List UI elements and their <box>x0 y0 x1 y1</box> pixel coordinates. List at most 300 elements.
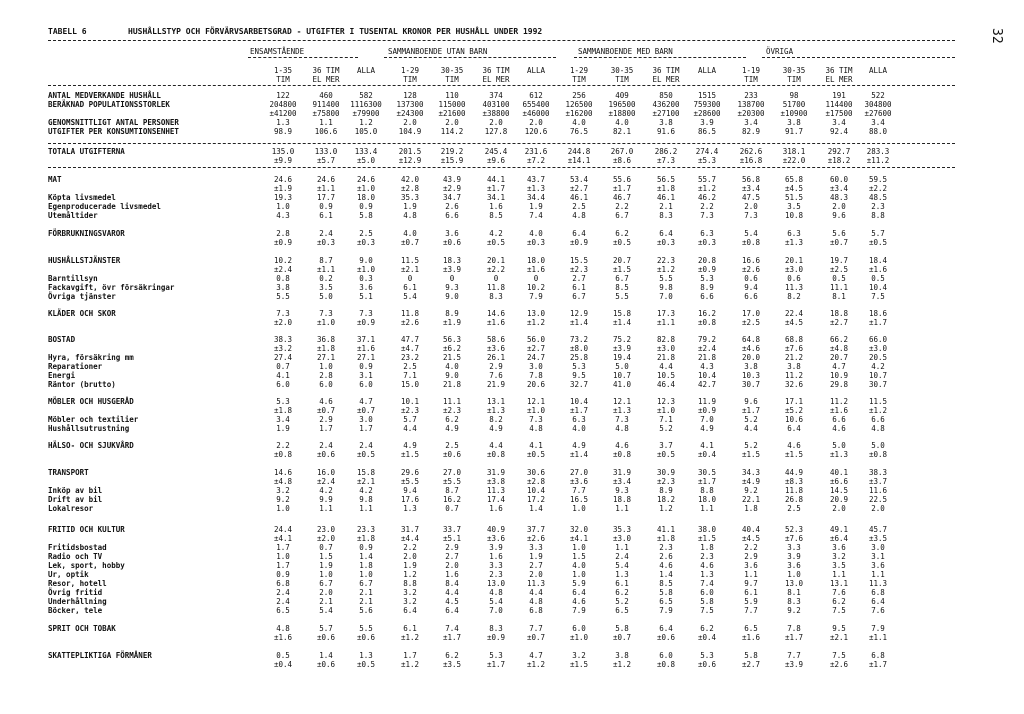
table-cell: ±3.4 <box>741 184 761 193</box>
table-cell: 245.4 <box>484 147 508 156</box>
table-cell: 5.7 <box>319 624 333 633</box>
row-label: KLÄDER OCH SKOR <box>48 309 116 318</box>
table-cell: ±3.9 <box>784 660 804 669</box>
table-cell: 21.9 <box>486 380 506 389</box>
table-cell: 3.3 <box>489 561 503 570</box>
row-label: Egenproducerade livsmedel <box>48 202 161 211</box>
table-cell: ±2.1 <box>400 265 420 274</box>
table-cell: 30.6 <box>526 468 546 477</box>
table-cell: 655400 <box>522 100 550 109</box>
table-cell: 5.4 <box>403 292 417 301</box>
table-cell: 122 <box>276 91 290 100</box>
table-cell: ±0.7 <box>829 238 849 247</box>
table-cell: 16.0 <box>316 468 336 477</box>
table-cell: 66.0 <box>868 335 888 344</box>
table-cell: 2.4 <box>359 441 373 450</box>
table-cell: 133.0 <box>314 147 338 156</box>
table-cell: 1.2 <box>659 504 673 513</box>
table-cell: 4.7 <box>832 362 846 371</box>
table-cell: ±0.8 <box>697 318 717 327</box>
table-cell: 7.5 <box>832 606 846 615</box>
table-cell: 5.5 <box>615 292 629 301</box>
table-cell: 33.7 <box>442 525 462 534</box>
table-cell: 126500 <box>565 100 593 109</box>
table-cell: ±2.4 <box>273 265 293 274</box>
table-title: HUSHÅLLSTYP OCH FÖRVÄRVSARBETSGRAD - UTGIFTER I TUSENTAL KRONOR PER HUSHÅLL UNDER 1992 <box>128 27 543 36</box>
table-cell: ±0.5 <box>612 238 632 247</box>
table-cell: ±0.4 <box>697 633 717 642</box>
table-cell: 3.3 <box>529 543 543 552</box>
table-cell: 11.2 <box>829 397 849 406</box>
table-cell: 1.0 <box>276 202 290 211</box>
table-cell: 256 <box>572 91 586 100</box>
table-cell: 20.7 <box>612 256 632 265</box>
table-cell: 31.9 <box>486 468 506 477</box>
table-cell: 9.7 <box>744 579 758 588</box>
table-cell: ±27600 <box>864 109 892 118</box>
table-cell: 7.3 <box>529 415 543 424</box>
table-cell: 7.3 <box>276 309 290 318</box>
table-cell: 0.9 <box>359 362 373 371</box>
table-cell: 3.2 <box>832 552 846 561</box>
table-cell: ±46000 <box>522 109 550 118</box>
table-cell: 2.0 <box>529 570 543 579</box>
table-cell: 4.0 <box>572 118 586 127</box>
table-cell: 31.9 <box>612 468 632 477</box>
table-cell: 12.1 <box>526 397 546 406</box>
column-header: 1-29 <box>569 66 589 75</box>
table-cell: 29.8 <box>829 380 849 389</box>
table-cell: ±5.0 <box>356 156 376 165</box>
table-cell: 7.5 <box>700 606 714 615</box>
table-cell: 7.4 <box>529 211 543 220</box>
table-cell: ±0.9 <box>486 633 506 642</box>
table-cell: ±1.7 <box>741 406 761 415</box>
table-cell: 10.8 <box>784 211 804 220</box>
table-cell: 133.4 <box>354 147 378 156</box>
table-cell: 10.9 <box>829 371 849 380</box>
table-cell: 3.6 <box>359 283 373 292</box>
table-cell: 5.4 <box>319 606 333 615</box>
table-label: TABELL 6 <box>48 27 87 36</box>
table-cell: ±8.0 <box>569 344 589 353</box>
table-cell: ±9.9 <box>273 156 293 165</box>
table-cell: 29.6 <box>400 468 420 477</box>
table-cell: ±5.3 <box>697 156 717 165</box>
table-cell: 4.7 <box>529 651 543 660</box>
table-cell: 9.0 <box>445 371 459 380</box>
group-ovriga: ÖVRIGA <box>766 47 794 56</box>
table-cell: 105.0 <box>354 127 378 136</box>
table-cell: 219.2 <box>440 147 464 156</box>
column-header: ALLA <box>868 66 888 75</box>
table-cell: 4.1 <box>529 441 543 450</box>
table-cell: ±0.7 <box>526 633 546 642</box>
table-cell: ±5.5 <box>442 477 462 486</box>
table-cell: 204800 <box>269 100 297 109</box>
table-cell: ±3.0 <box>784 265 804 274</box>
table-cell: ±1.0 <box>356 265 376 274</box>
table-cell: 9.9 <box>319 495 333 504</box>
table-cell: 91.7 <box>784 127 804 136</box>
table-cell: 2.2 <box>615 202 629 211</box>
table-cell: 4.3 <box>700 362 714 371</box>
table-cell: 6.0 <box>276 380 290 389</box>
table-cell: 5.2 <box>744 441 758 450</box>
table-cell: 10.4 <box>868 283 888 292</box>
table-cell: 4.2 <box>489 229 503 238</box>
table-cell: 274.4 <box>695 147 719 156</box>
table-cell: 55.6 <box>612 175 632 184</box>
table-cell: 104.9 <box>398 127 422 136</box>
table-cell: 7.6 <box>871 606 885 615</box>
table-cell: ±1.2 <box>526 318 546 327</box>
table-cell: 3.1 <box>871 552 885 561</box>
table-cell: 4.6 <box>832 424 846 433</box>
table-cell: 1.8 <box>744 504 758 513</box>
table-cell: 9.5 <box>572 371 586 380</box>
group-rule <box>248 57 358 58</box>
table-cell: ±2.4 <box>697 344 717 353</box>
table-cell: 46.2 <box>697 193 717 202</box>
table-cell: 1.5 <box>319 552 333 561</box>
table-cell: 43.7 <box>526 175 546 184</box>
table-cell: 23.0 <box>316 525 336 534</box>
table-cell: 6.6 <box>744 292 758 301</box>
table-cell: 7.7 <box>744 606 758 615</box>
table-cell: 7.7 <box>529 624 543 633</box>
table-cell: 53.4 <box>569 175 589 184</box>
table-cell: ±0.6 <box>316 660 336 669</box>
table-cell: ±6.2 <box>442 344 462 353</box>
table-cell: 5.8 <box>659 588 673 597</box>
table-cell: 11.3 <box>784 283 804 292</box>
table-cell: 20.5 <box>868 353 888 362</box>
table-cell: 3.4 <box>871 118 885 127</box>
table-cell: ±1.2 <box>697 184 717 193</box>
column-header: 30-35 <box>782 66 806 75</box>
table-cell: 18.6 <box>868 309 888 318</box>
table-cell: 2.9 <box>319 415 333 424</box>
table-cell: 18.4 <box>868 256 888 265</box>
table-cell: 6.4 <box>871 597 885 606</box>
table-cell: 2.7 <box>572 274 586 283</box>
table-cell: 7.0 <box>700 415 714 424</box>
table-cell: 30.5 <box>697 468 717 477</box>
table-cell: ±3.9 <box>442 265 462 274</box>
table-cell: 4.0 <box>403 229 417 238</box>
table-cell: 4.8 <box>529 597 543 606</box>
table-cell: ±1.7 <box>868 660 888 669</box>
table-cell: 2.9 <box>744 552 758 561</box>
column-header-sub: TIM <box>403 75 417 84</box>
table-cell: ±1.7 <box>486 184 506 193</box>
table-cell: ±2.9 <box>442 184 462 193</box>
table-cell: 24.6 <box>316 175 336 184</box>
table-cell: 3.5 <box>787 202 801 211</box>
table-cell: 7.6 <box>832 588 846 597</box>
table-cell: 10.7 <box>868 371 888 380</box>
row-label: Energi <box>48 371 76 380</box>
table-cell: 5.9 <box>572 579 586 588</box>
table-cell: 2.4 <box>319 229 333 238</box>
table-cell: 10.3 <box>741 371 761 380</box>
table-cell: 2.1 <box>319 597 333 606</box>
table-cell: ±7.3 <box>656 156 676 165</box>
row-label: Övrig fritid <box>48 588 103 597</box>
table-cell: 7.7 <box>572 486 586 495</box>
table-cell: 4.0 <box>445 362 459 371</box>
table-cell: 3.5 <box>832 561 846 570</box>
table-cell: 8.1 <box>787 588 801 597</box>
table-cell: 2.0 <box>319 588 333 597</box>
table-cell: 1.9 <box>529 202 543 211</box>
table-cell: ±3.9 <box>612 344 632 353</box>
table-cell: 5.3 <box>700 651 714 660</box>
table-cell: 6.0 <box>659 651 673 660</box>
table-cell: 14.6 <box>486 309 506 318</box>
table-cell: 18.2 <box>656 495 676 504</box>
column-header: 1-29 <box>400 66 420 75</box>
table-cell: 11.3 <box>486 486 506 495</box>
table-cell: ±2.0 <box>273 318 293 327</box>
table-cell: ±0.8 <box>656 660 676 669</box>
table-cell: 4.6 <box>572 597 586 606</box>
table-cell: 7.8 <box>529 371 543 380</box>
table-cell: 1.4 <box>359 552 373 561</box>
table-cell: 5.8 <box>359 211 373 220</box>
table-cell: 612 <box>529 91 543 100</box>
table-cell: 38.3 <box>273 335 293 344</box>
table-cell: 24.7 <box>526 353 546 362</box>
table-cell: ±1.3 <box>784 238 804 247</box>
column-header: 1-19 <box>741 66 761 75</box>
table-cell: ±0.5 <box>356 450 376 459</box>
table-cell: 34.7 <box>442 193 462 202</box>
table-cell: 12.3 <box>656 397 676 406</box>
table-cell: ±4.4 <box>400 534 420 543</box>
table-cell: ±1.8 <box>656 534 676 543</box>
table-cell: 4.0 <box>615 118 629 127</box>
table-cell: 17.0 <box>741 309 761 318</box>
table-cell: ±1.4 <box>569 450 589 459</box>
row-label: Fritidsbostad <box>48 543 107 552</box>
table-cell: 55.7 <box>697 175 717 184</box>
table-cell: 374 <box>489 91 503 100</box>
column-header-sub: EL MER <box>482 75 510 84</box>
table-cell: 23.3 <box>356 525 376 534</box>
table-cell: ±0.6 <box>316 633 336 642</box>
group-sammanboende-med-barn: SAMMANBOENDE MED BARN <box>578 47 673 56</box>
table-cell: ±0.8 <box>868 450 888 459</box>
table-cell: 9.4 <box>744 283 758 292</box>
table-cell: 46.1 <box>569 193 589 202</box>
table-cell: 3.9 <box>787 552 801 561</box>
row-label: BOSTAD <box>48 335 76 344</box>
table-cell: ±4.1 <box>569 534 589 543</box>
table-cell: 2.2 <box>700 202 714 211</box>
table-cell: 1.9 <box>403 561 417 570</box>
table-cell: 18.0 <box>526 256 546 265</box>
table-cell: 7.3 <box>319 309 333 318</box>
table-cell: 582 <box>359 91 373 100</box>
table-cell: 3.2 <box>572 651 586 660</box>
table-cell: ±7.6 <box>784 344 804 353</box>
table-cell: 2.3 <box>871 202 885 211</box>
table-cell: 98 <box>789 91 799 100</box>
table-cell: ±1.5 <box>569 660 589 669</box>
table-cell: 6.0 <box>700 588 714 597</box>
table-cell: 9.0 <box>359 256 373 265</box>
table-cell: ±18.2 <box>827 156 851 165</box>
table-cell: 0 <box>407 274 413 283</box>
table-cell: 11.5 <box>868 397 888 406</box>
table-cell: ±1.5 <box>400 450 420 459</box>
table-cell: 5.0 <box>871 441 885 450</box>
table-cell: 10.7 <box>612 371 632 380</box>
table-cell: 3.1 <box>359 371 373 380</box>
table-cell: 8.7 <box>445 486 459 495</box>
table-cell: 4.4 <box>529 588 543 597</box>
column-header: ALLA <box>697 66 717 75</box>
table-cell: 31.7 <box>400 525 420 534</box>
table-cell: 7.3 <box>615 415 629 424</box>
table-cell: 5.3 <box>700 274 714 283</box>
table-cell: 21.2 <box>784 353 804 362</box>
table-cell: ±1.3 <box>526 184 546 193</box>
table-cell: 3.8 <box>615 651 629 660</box>
table-cell: ±1.0 <box>356 184 376 193</box>
table-cell: 0.7 <box>276 362 290 371</box>
table-cell: 201.5 <box>398 147 422 156</box>
table-cell: 4.8 <box>276 624 290 633</box>
table-cell: ±7.6 <box>784 534 804 543</box>
table-cell: 1.8 <box>359 561 373 570</box>
table-cell: ±1.6 <box>486 318 506 327</box>
table-cell: 5.3 <box>489 651 503 660</box>
table-cell: 1.7 <box>319 424 333 433</box>
table-cell: ±2.1 <box>829 633 849 642</box>
table-cell: 34.4 <box>526 193 546 202</box>
column-header: 36 TIM <box>482 66 510 75</box>
table-cell: ±16200 <box>565 109 593 118</box>
table-cell: 8.2 <box>787 292 801 301</box>
table-cell: 135.0 <box>271 147 295 156</box>
table-cell: 82.1 <box>612 127 632 136</box>
table-cell: 6.6 <box>445 211 459 220</box>
table-cell: 58.6 <box>486 335 506 344</box>
table-cell: 3.2 <box>403 588 417 597</box>
row-label: GENOMSNITTLIGT ANTAL PERSONER <box>48 118 179 127</box>
row-label: Inköp av bil <box>48 486 103 495</box>
table-cell: 4.4 <box>744 424 758 433</box>
table-cell: 2.0 <box>744 202 758 211</box>
table-cell: 32.7 <box>569 380 589 389</box>
table-cell: 3.5 <box>319 283 333 292</box>
table-cell: 37.7 <box>526 525 546 534</box>
table-cell: 21.8 <box>656 353 676 362</box>
table-cell: ±1.2 <box>656 265 676 274</box>
table-cell: ±1.4 <box>612 318 632 327</box>
table-cell: 244.8 <box>567 147 591 156</box>
table-cell: 3.8 <box>744 362 758 371</box>
table-cell: 6.4 <box>659 624 673 633</box>
row-label: Ur, optik <box>48 570 89 579</box>
table-cell: 128 <box>403 91 417 100</box>
table-cell: ±3.6 <box>569 477 589 486</box>
table-cell: 44.9 <box>784 468 804 477</box>
table-cell: 7.3 <box>359 309 373 318</box>
table-cell: ±2.3 <box>400 406 420 415</box>
table-cell: 6.4 <box>659 229 673 238</box>
table-cell: 4.9 <box>572 441 586 450</box>
table-cell: 1.5 <box>572 552 586 561</box>
table-cell: 8.3 <box>787 597 801 606</box>
table-cell: 522 <box>871 91 885 100</box>
table-cell: 12.9 <box>569 309 589 318</box>
table-cell: 4.6 <box>319 397 333 406</box>
table-cell: ±27100 <box>652 109 680 118</box>
table-cell: 0.7 <box>445 504 459 513</box>
table-cell: 0.5 <box>832 274 846 283</box>
table-cell: 1515 <box>697 91 717 100</box>
table-cell: 7.3 <box>744 211 758 220</box>
table-cell: 2.0 <box>403 118 417 127</box>
table-cell: 32.6 <box>784 380 804 389</box>
table-cell: 15.8 <box>356 468 376 477</box>
table-cell: 38.3 <box>868 468 888 477</box>
table-cell: 5.7 <box>403 415 417 424</box>
table-cell: 7.5 <box>871 292 885 301</box>
table-cell: 6.2 <box>832 597 846 606</box>
table-cell: 8.5 <box>489 211 503 220</box>
table-cell: 436200 <box>652 100 680 109</box>
table-cell: 24.4 <box>273 525 293 534</box>
table-cell: 403100 <box>482 100 510 109</box>
table-cell: ±1.6 <box>526 265 546 274</box>
table-cell: 262.6 <box>739 147 763 156</box>
table-cell: ±1.8 <box>273 406 293 415</box>
row-label: BERÄKNAD POPULATIONSSTORLEK <box>48 100 170 109</box>
table-cell: 0 <box>449 274 455 283</box>
table-cell: 1.1 <box>832 570 846 579</box>
table-cell: 286.2 <box>654 147 678 156</box>
table-cell: 27.1 <box>316 353 336 362</box>
table-cell: 0.5 <box>276 651 290 660</box>
table-cell: 4.4 <box>659 362 673 371</box>
table-cell: 7.9 <box>659 606 673 615</box>
table-cell: ±0.5 <box>656 450 676 459</box>
table-cell: 2.4 <box>276 588 290 597</box>
table-cell: 3.4 <box>744 118 758 127</box>
table-cell: 6.1 <box>403 283 417 292</box>
table-cell: ±0.8 <box>273 450 293 459</box>
table-cell: 6.7 <box>572 292 586 301</box>
table-cell: 1.1 <box>615 504 629 513</box>
table-cell: 7.8 <box>787 624 801 633</box>
table-cell: ±2.7 <box>526 344 546 353</box>
row-label: Radio och TV <box>48 552 103 561</box>
rule-top <box>48 40 955 41</box>
table-cell: 233 <box>744 91 758 100</box>
table-cell: ±3.0 <box>656 344 676 353</box>
table-cell: 1.2 <box>403 570 417 579</box>
table-cell: 0.7 <box>319 543 333 552</box>
table-cell: ±5.5 <box>400 477 420 486</box>
table-cell: 23.2 <box>400 353 420 362</box>
table-cell: 1116300 <box>350 100 382 109</box>
table-cell: 24.6 <box>273 175 293 184</box>
